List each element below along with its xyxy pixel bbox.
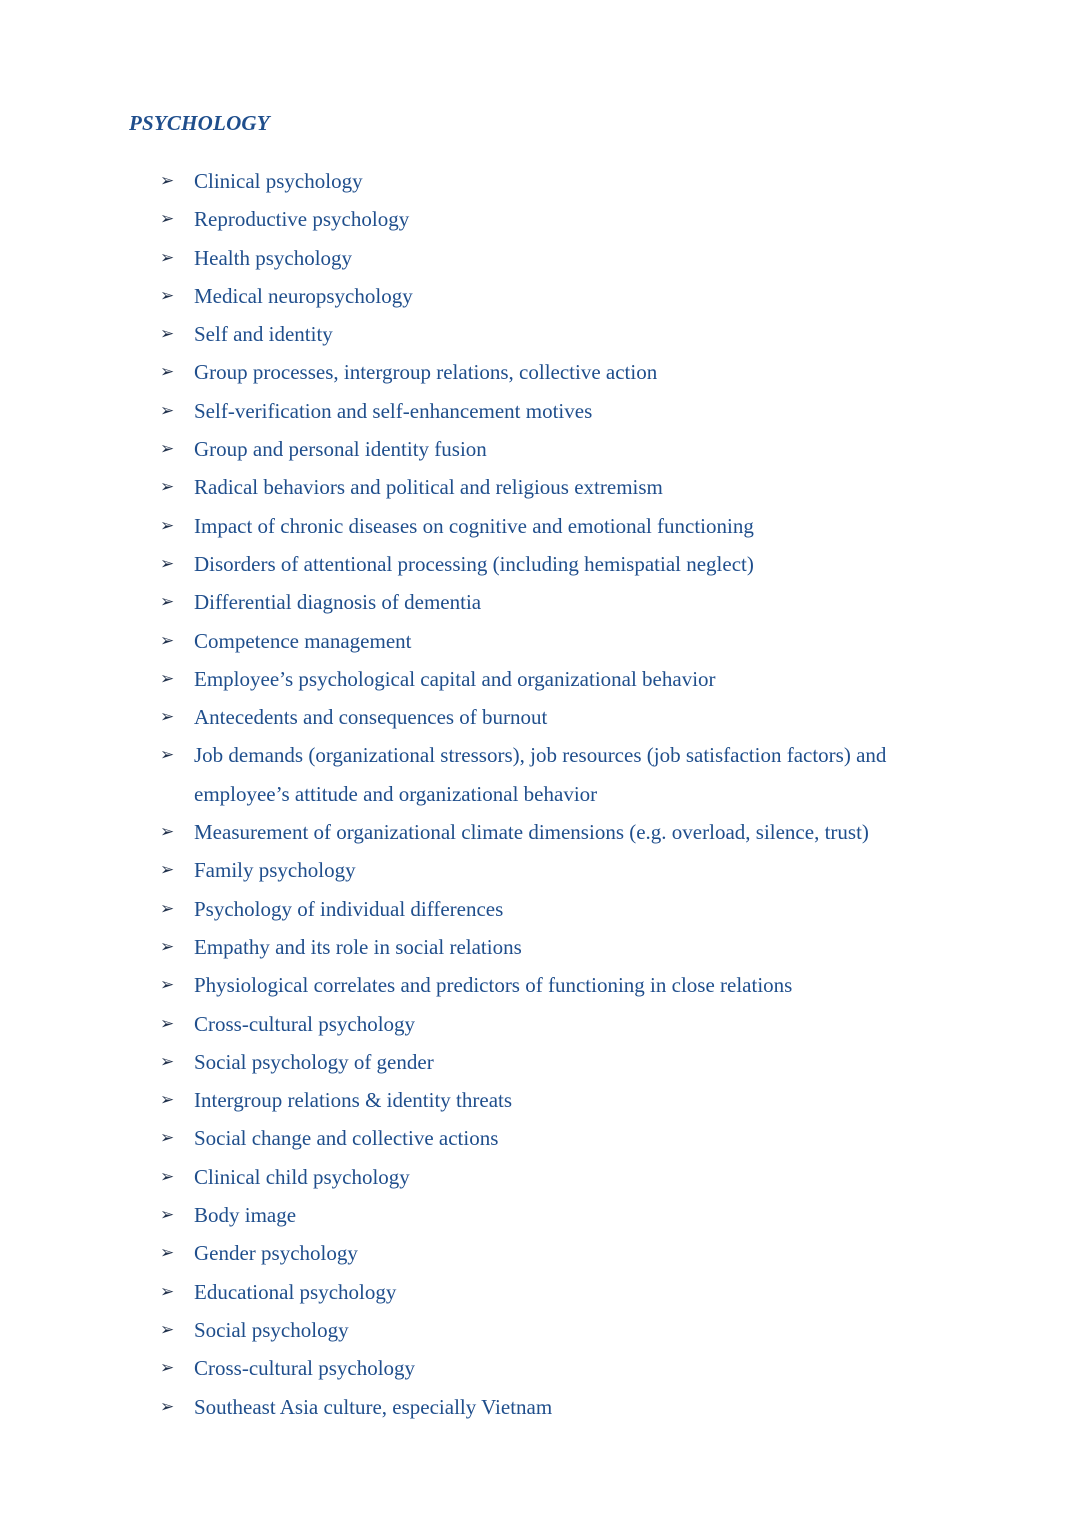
list-item-text: Differential diagnosis of dementia — [194, 590, 482, 615]
list-item — [160, 851, 960, 889]
list-item-text: Gender psychology — [194, 1241, 358, 1266]
list-item — [160, 200, 960, 238]
list-item-text: Employee’s psychological capital and organizational behavior — [194, 666, 716, 691]
list-item — [160, 507, 960, 545]
list-item-text: Social psychology — [194, 1317, 349, 1342]
section-heading: PSYCHOLOGY — [129, 111, 270, 135]
list-item-text: Health psychology — [194, 245, 353, 270]
list-item-text: Cross-cultural psychology — [194, 1011, 416, 1036]
arrow-bullet-icon: ➢ — [160, 860, 175, 881]
list-item-text: Competence management — [194, 628, 412, 653]
list-item-text: Radical behaviors and political and religious extremism — [194, 475, 663, 500]
arrow-bullet-icon: ➢ — [160, 630, 175, 651]
list-item — [160, 1311, 960, 1349]
arrow-bullet-icon: ➢ — [160, 515, 175, 536]
list-item-text: Social change and collective actions — [194, 1126, 499, 1151]
arrow-bullet-icon: ➢ — [160, 477, 175, 498]
list-item — [160, 736, 960, 813]
arrow-bullet-icon: ➢ — [160, 285, 175, 306]
list-item — [160, 1234, 960, 1272]
arrow-bullet-icon: ➢ — [160, 553, 175, 574]
list-item-text: Intergroup relations & identity threats — [194, 1088, 513, 1113]
list-item — [160, 583, 960, 621]
list-item — [160, 1119, 960, 1157]
list-item — [160, 353, 960, 391]
list-item-text: Impact of chronic diseases on cognitive and emotional functioning — [194, 513, 754, 538]
arrow-bullet-icon: ➢ — [160, 975, 175, 996]
list-item-text: Self-verification and self-enhancement motives — [194, 398, 593, 423]
arrow-bullet-icon: ➢ — [160, 1090, 175, 1111]
arrow-bullet-icon: ➢ — [160, 822, 175, 843]
arrow-bullet-icon: ➢ — [160, 707, 175, 728]
list-item — [160, 239, 960, 277]
list-item-text: Family psychology — [194, 858, 356, 883]
arrow-bullet-icon: ➢ — [160, 1319, 175, 1340]
list-item-text: Psychology of individual differences — [194, 896, 504, 921]
arrow-bullet-icon: ➢ — [160, 592, 175, 613]
arrow-bullet-icon: ➢ — [160, 209, 175, 230]
arrow-bullet-icon: ➢ — [160, 247, 175, 268]
topic-list — [160, 162, 960, 1426]
list-item-text: Social psychology of gender — [194, 1049, 434, 1074]
list-item — [160, 1081, 960, 1119]
arrow-bullet-icon: ➢ — [160, 1128, 175, 1149]
arrow-bullet-icon: ➢ — [160, 1166, 175, 1187]
list-item-text: Reproductive psychology — [194, 207, 410, 232]
list-item — [160, 1005, 960, 1043]
list-item — [160, 392, 960, 430]
list-item-text: Clinical child psychology — [194, 1164, 410, 1189]
list-item — [160, 622, 960, 660]
list-item — [160, 430, 960, 468]
list-item — [160, 545, 960, 583]
arrow-bullet-icon: ➢ — [160, 439, 175, 460]
list-item — [160, 315, 960, 353]
arrow-bullet-icon: ➢ — [160, 362, 175, 383]
list-item — [160, 162, 960, 200]
list-item — [160, 928, 960, 966]
arrow-bullet-icon: ➢ — [160, 898, 175, 919]
arrow-bullet-icon: ➢ — [160, 1051, 175, 1072]
list-item-text: Disorders of attentional processing (including hemispatial neglect) — [194, 551, 754, 576]
list-item-text: Self and identity — [194, 322, 333, 347]
list-item — [160, 966, 960, 1004]
arrow-bullet-icon: ➢ — [160, 936, 175, 957]
arrow-bullet-icon: ➢ — [160, 1358, 175, 1379]
arrow-bullet-icon: ➢ — [160, 745, 175, 766]
list-item-text: Empathy and its role in social relations — [194, 934, 522, 959]
list-item-text: Clinical psychology — [194, 169, 363, 193]
list-item-text: Southeast Asia culture, especially Vietnam — [194, 1394, 553, 1419]
list-item — [160, 468, 960, 506]
list-item — [160, 1043, 960, 1081]
list-item-text: Body image — [194, 1203, 297, 1228]
list-item-text: Job demands (organizational stressors), job resources (job satisfaction factors) and employee’s attitude and organizational behavior — [194, 743, 887, 806]
arrow-bullet-icon: ➢ — [160, 1205, 175, 1226]
list-item-text: Cross-cultural psychology — [194, 1356, 416, 1381]
arrow-bullet-icon: ➢ — [160, 1396, 175, 1417]
list-item-text: Medical neuropsychology — [194, 283, 413, 308]
list-item-text: Physiological correlates and predictors of functioning in close relations — [194, 973, 793, 998]
arrow-bullet-icon: ➢ — [160, 400, 175, 421]
list-item — [160, 698, 960, 736]
list-item-text: Group processes, intergroup relations, collective action — [194, 360, 658, 385]
list-item-text: Measurement of organizational climate dimensions (e.g. overload, silence, trust) — [194, 820, 869, 845]
arrow-bullet-icon: ➢ — [160, 171, 175, 191]
list-item — [160, 890, 960, 928]
arrow-bullet-icon: ➢ — [160, 1243, 175, 1264]
list-item-text: Educational psychology — [194, 1279, 397, 1304]
list-item — [160, 1388, 960, 1426]
list-item — [160, 660, 960, 698]
list-item — [160, 277, 960, 315]
list-item — [160, 1273, 960, 1311]
list-item — [160, 1158, 960, 1196]
list-item-text: Group and personal identity fusion — [194, 437, 487, 462]
list-item-text: Antecedents and consequences of burnout — [194, 705, 548, 730]
arrow-bullet-icon: ➢ — [160, 324, 175, 345]
arrow-bullet-icon: ➢ — [160, 668, 175, 689]
arrow-bullet-icon: ➢ — [160, 1281, 175, 1302]
list-item — [160, 1196, 960, 1234]
list-item — [160, 1349, 960, 1387]
list-item — [160, 813, 960, 851]
arrow-bullet-icon: ➢ — [160, 1013, 175, 1034]
